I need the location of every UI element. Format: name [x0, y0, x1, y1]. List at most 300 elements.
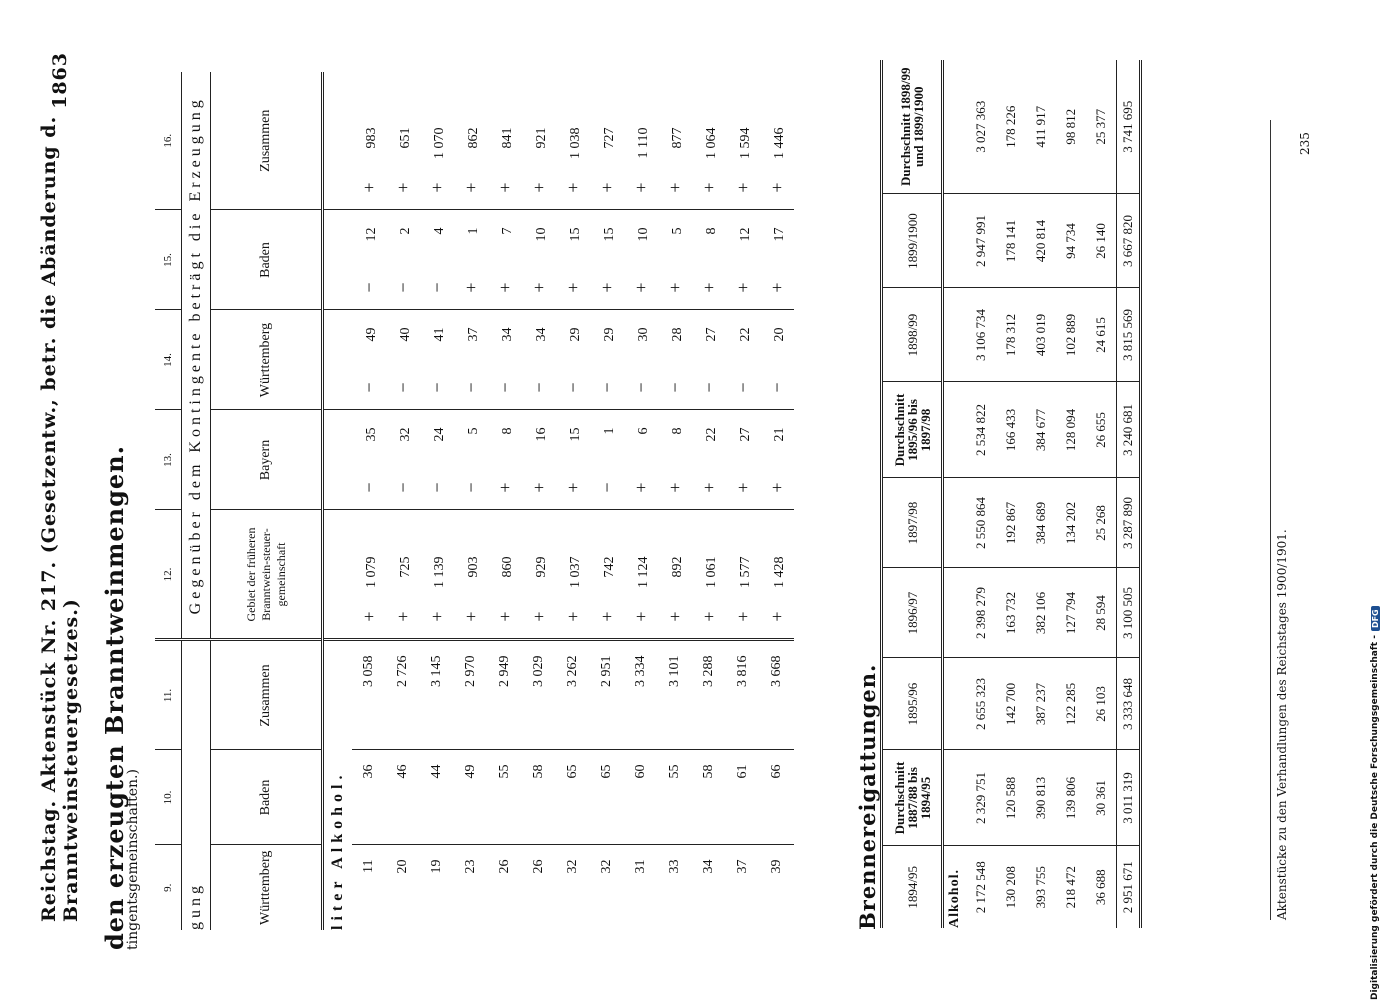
cell: 55	[658, 750, 692, 845]
table-row	[966, 60, 996, 928]
cell: 387 237	[1026, 658, 1056, 750]
cell: 26	[531, 859, 546, 874]
total-cell: 2 951 671	[1117, 846, 1141, 928]
col-number: 13.	[155, 410, 182, 510]
sign: +	[358, 611, 379, 622]
sign: +	[494, 182, 515, 193]
sign: −	[494, 382, 515, 393]
value: 2	[397, 227, 413, 235]
value: 41	[431, 327, 447, 342]
col-number: 11.	[155, 640, 182, 750]
value: 20	[771, 327, 787, 342]
cell: 120 588	[996, 750, 1026, 846]
value: 1 594	[737, 127, 753, 159]
value: 1 064	[703, 127, 719, 159]
cell: 122 285	[1056, 658, 1086, 750]
table-row	[420, 72, 454, 930]
sign: +	[562, 182, 583, 193]
cell: 33	[667, 859, 682, 874]
signed-cell	[726, 310, 760, 410]
production-table	[155, 72, 794, 930]
total-cell: 3 011 319	[1117, 750, 1141, 846]
cell: 26 103	[1086, 658, 1117, 750]
cell: 2 329 751	[966, 750, 996, 846]
signed-cell	[556, 310, 590, 410]
cell: 20	[395, 859, 410, 874]
cell: 3 288	[692, 640, 726, 750]
value: 5	[669, 227, 685, 235]
table-row	[996, 60, 1026, 928]
cell: 36	[352, 750, 386, 845]
sign: +	[426, 182, 447, 193]
column-header: Baden	[211, 750, 323, 845]
sign: +	[528, 182, 549, 193]
total-cell: 3 667 820	[1117, 194, 1141, 288]
sign: +	[664, 611, 685, 622]
table-row	[1026, 60, 1056, 928]
cell: 32	[565, 859, 580, 874]
sign: +	[494, 282, 515, 293]
value: 12	[363, 227, 379, 242]
cell: 142 700	[996, 658, 1026, 750]
value: 1 110	[635, 127, 651, 159]
cell: 128 094	[1056, 382, 1086, 478]
cell: 26 140	[1086, 194, 1117, 288]
sign: −	[630, 382, 651, 393]
value: 742	[601, 556, 617, 578]
sign: +	[596, 182, 617, 193]
total-cell: 3 815 569	[1117, 288, 1141, 382]
cell: 34	[701, 859, 716, 874]
table-row	[1056, 60, 1086, 928]
sign: −	[392, 282, 413, 293]
page-footer-number: 235	[1298, 132, 1312, 155]
col-number: 14.	[155, 310, 182, 410]
sign: +	[494, 611, 515, 622]
signed-cell	[590, 72, 624, 210]
signed-cell	[454, 72, 488, 210]
sign: +	[732, 482, 753, 493]
value: 21	[771, 427, 787, 442]
signed-cell	[590, 510, 624, 640]
signed-cell	[692, 310, 726, 410]
cell: 65	[556, 750, 590, 845]
signed-cell	[454, 510, 488, 640]
cell: 46	[386, 750, 420, 845]
table-row	[590, 72, 624, 930]
table2-header: Durchschnitt 1895/96 bis 1897/98	[882, 382, 943, 478]
column-header: Württemberg	[211, 845, 323, 930]
unit-label: liter Alkohol.	[329, 770, 346, 930]
sign: +	[426, 611, 447, 622]
cell: 130 208	[1003, 866, 1018, 909]
table2-unit-label: Alkohol.	[947, 869, 962, 928]
cell: 192 867	[996, 478, 1026, 568]
signed-cell	[386, 510, 420, 640]
cell: 3 334	[624, 640, 658, 750]
sign: +	[766, 282, 787, 293]
signed-cell	[420, 510, 454, 640]
sign: +	[698, 282, 719, 293]
table-row	[760, 72, 794, 930]
value: 1 446	[771, 127, 787, 159]
value: 727	[601, 127, 617, 149]
table2-title: Brennereigattungen.	[855, 663, 880, 930]
cell: 178 141	[996, 194, 1026, 288]
value: 1 070	[431, 127, 447, 159]
signed-cell	[488, 72, 522, 210]
value: 10	[533, 227, 549, 242]
signed-cell	[386, 210, 420, 310]
signed-cell	[624, 410, 658, 510]
value: 27	[737, 427, 753, 442]
value: 651	[397, 127, 413, 149]
totals-row	[1117, 60, 1141, 928]
value: 15	[601, 227, 617, 242]
sign: −	[460, 482, 481, 493]
cell: 403 019	[1026, 288, 1056, 382]
value: 841	[499, 127, 515, 149]
value: 22	[703, 427, 719, 442]
cell: 36 688	[1093, 869, 1108, 906]
col-number: 12.	[155, 510, 182, 640]
signed-cell	[658, 410, 692, 510]
value: 1	[465, 227, 481, 235]
production-rows	[352, 72, 794, 930]
cell: 2 172 548	[973, 861, 988, 914]
cell: 3 262	[556, 640, 590, 750]
cell: 166 433	[996, 382, 1026, 478]
cell: 127 794	[1056, 568, 1086, 658]
col-number: 16.	[155, 72, 182, 210]
sign: +	[596, 282, 617, 293]
table-row	[522, 72, 556, 930]
value: 6	[635, 427, 651, 435]
cell: 384 689	[1026, 478, 1056, 568]
cell: 2 550 864	[966, 478, 996, 568]
cell: 2 951	[590, 640, 624, 750]
table-row	[692, 72, 726, 930]
cell: 384 677	[1026, 382, 1056, 478]
cell: 24 615	[1086, 288, 1117, 382]
cell: 3 101	[658, 640, 692, 750]
table-row	[352, 72, 386, 930]
signed-cell	[522, 210, 556, 310]
cell: 393 755	[1033, 866, 1048, 909]
value: 1 061	[703, 556, 719, 588]
sign: +	[664, 482, 685, 493]
signed-cell	[760, 410, 794, 510]
sign: +	[358, 182, 379, 193]
sign: +	[562, 611, 583, 622]
value: 1 124	[635, 556, 651, 588]
cell: 3 027 363	[966, 60, 996, 194]
sign: −	[358, 382, 379, 393]
cell: 2 534 822	[966, 382, 996, 478]
value: 10	[635, 227, 651, 242]
value: 34	[533, 327, 549, 342]
signed-cell	[352, 72, 386, 210]
cell: 32	[599, 859, 614, 874]
sign: +	[392, 182, 413, 193]
signed-cell	[420, 72, 454, 210]
value: 22	[737, 327, 753, 342]
sign: −	[766, 382, 787, 393]
sign: +	[732, 611, 753, 622]
unit-row	[323, 72, 353, 930]
sign: +	[562, 482, 583, 493]
sign: +	[766, 611, 787, 622]
cell: 25 377	[1086, 60, 1117, 194]
sign: −	[392, 482, 413, 493]
value: 29	[601, 327, 617, 342]
cell: 28 594	[1086, 568, 1117, 658]
sign: −	[426, 382, 447, 393]
signed-cell	[522, 410, 556, 510]
sign: +	[630, 482, 651, 493]
signed-cell	[726, 210, 760, 310]
column-header: Zusammen	[211, 640, 323, 750]
signed-cell	[760, 510, 794, 640]
signed-cell	[556, 510, 590, 640]
cell: 2 655 323	[966, 658, 996, 750]
sign: +	[630, 611, 651, 622]
table-row	[1086, 60, 1117, 928]
column-header: Zusammen	[211, 72, 323, 210]
value: 35	[363, 427, 379, 442]
signed-cell	[488, 510, 522, 640]
table2-header: Durchschnitt 1887/88 bis 1894/95	[882, 750, 943, 846]
sign: +	[766, 182, 787, 193]
table-row	[488, 72, 522, 930]
signed-cell	[590, 210, 624, 310]
cell: 66	[760, 750, 794, 845]
signed-cell	[658, 510, 692, 640]
cell: 2 726	[386, 640, 420, 750]
signed-cell	[352, 510, 386, 640]
signed-cell	[454, 310, 488, 410]
table2-header: 1894/95	[882, 846, 943, 928]
cell: 39	[769, 859, 784, 874]
sign: +	[392, 611, 413, 622]
signed-cell	[454, 410, 488, 510]
value: 1	[601, 427, 617, 435]
sign: +	[630, 282, 651, 293]
cell: 420 814	[1026, 194, 1056, 288]
cell: 11	[361, 859, 376, 873]
signed-cell	[658, 72, 692, 210]
sign: +	[460, 282, 481, 293]
table2-header-row	[882, 60, 943, 928]
sign: +	[766, 482, 787, 493]
signed-cell	[760, 310, 794, 410]
cell: 25 268	[1086, 478, 1117, 568]
signed-cell	[352, 210, 386, 310]
cell: 134 202	[1056, 478, 1086, 568]
value: 921	[533, 127, 549, 149]
signed-cell	[352, 410, 386, 510]
cell: 26 655	[1086, 382, 1117, 478]
section-title: den erzeugten Branntweinmengen.	[100, 445, 129, 950]
cell: 178 312	[996, 288, 1026, 382]
sign: +	[460, 611, 481, 622]
cell: 163 732	[996, 568, 1026, 658]
value: 37	[465, 327, 481, 342]
cell: 98 812	[1056, 60, 1086, 194]
signed-cell	[658, 310, 692, 410]
sign: +	[528, 282, 549, 293]
cell: 37	[735, 859, 750, 874]
cell: 55	[488, 750, 522, 845]
signed-cell	[726, 410, 760, 510]
value: 15	[567, 227, 583, 242]
total-cell: 3 333 648	[1117, 658, 1141, 750]
signed-cell	[658, 210, 692, 310]
column-header: Gebiet der früheren Branntwein-steuer-gemeinschaft	[211, 510, 323, 640]
cell: 218 472	[1063, 866, 1078, 909]
cell: 26	[497, 859, 512, 874]
table2-header: 1898/99	[882, 288, 943, 382]
cell: 139 806	[1056, 750, 1086, 846]
total-cell: 3 287 890	[1117, 478, 1141, 568]
digitization-credit	[1368, 15, 1382, 1000]
value: 1 577	[737, 556, 753, 588]
signed-cell	[624, 310, 658, 410]
signed-cell	[624, 72, 658, 210]
signed-cell	[420, 410, 454, 510]
value: 40	[397, 327, 413, 342]
table2-header: 1895/96	[882, 658, 943, 750]
total-cell: 3 741 695	[1117, 60, 1141, 194]
cell: 2 949	[488, 640, 522, 750]
credit-text: Digitalisierung gefördert durch die Deutsche Forschungsgemeinschaft -	[1370, 635, 1380, 1000]
cell: 3 029	[522, 640, 556, 750]
table2-header: 1897/98	[882, 478, 943, 568]
table-row	[624, 72, 658, 930]
signed-cell	[522, 72, 556, 210]
signed-cell	[386, 310, 420, 410]
signed-cell	[726, 72, 760, 210]
running-header-text: Reichstag. Aktenstück Nr. 217. (Gesetzentw., betr. die Abänderung d. Branntweinsteuergesetzes.)	[38, 115, 82, 922]
sign: +	[562, 282, 583, 293]
sign: +	[698, 611, 719, 622]
cell: 411 917	[1026, 60, 1056, 194]
footnote: Aktenstücke zu den Verhandlungen des Reichstages 1900/1901.	[1270, 120, 1289, 920]
value: 1 139	[431, 556, 447, 588]
value: 27	[703, 327, 719, 342]
signed-cell	[692, 510, 726, 640]
value: 8	[499, 427, 515, 435]
sign: +	[494, 482, 515, 493]
value: 1 079	[363, 556, 379, 588]
sign: +	[460, 182, 481, 193]
cell: 19	[429, 859, 444, 874]
signed-cell	[522, 510, 556, 640]
banner-right: Gegenüber dem Kontingente beträgt die Erzeugung	[182, 72, 211, 640]
cell: 102 889	[1056, 288, 1086, 382]
sign: −	[596, 382, 617, 393]
value: 24	[431, 427, 447, 442]
cell: 58	[522, 750, 556, 845]
sign: −	[460, 382, 481, 393]
sign: +	[664, 282, 685, 293]
cell: 3 145	[420, 640, 454, 750]
signed-cell	[624, 210, 658, 310]
banner-left: gung	[182, 640, 211, 930]
value: 7	[499, 227, 515, 235]
value: 862	[465, 127, 481, 149]
cell: 3 106 734	[966, 288, 996, 382]
value: 929	[533, 556, 549, 578]
column-header: Bayern	[211, 410, 323, 510]
signed-cell	[692, 210, 726, 310]
cell: 2 398 279	[966, 568, 996, 658]
value: 725	[397, 556, 413, 578]
section-subtitle: tingentsgemeinschaften.)	[125, 769, 141, 950]
value: 12	[737, 227, 753, 242]
table-row	[386, 72, 420, 930]
sign: +	[528, 611, 549, 622]
sign: −	[426, 482, 447, 493]
total-cell: 3 100 505	[1117, 568, 1141, 658]
sign: +	[528, 482, 549, 493]
sign: +	[732, 182, 753, 193]
cell: 390 813	[1026, 750, 1056, 846]
table2-header: 1899/1900	[882, 194, 943, 288]
sign: −	[596, 482, 617, 493]
sign: −	[528, 382, 549, 393]
total-cell: 3 240 681	[1117, 382, 1141, 478]
value: 28	[669, 327, 685, 342]
signed-cell	[556, 72, 590, 210]
signed-cell	[760, 72, 794, 210]
cell: 58	[692, 750, 726, 845]
cell: 178 226	[996, 60, 1026, 194]
signed-cell	[590, 410, 624, 510]
signed-cell	[420, 210, 454, 310]
signed-cell	[692, 72, 726, 210]
signed-cell	[488, 410, 522, 510]
value: 16	[533, 427, 549, 442]
signed-cell	[556, 410, 590, 510]
signed-cell	[386, 72, 420, 210]
value: 8	[703, 227, 719, 235]
header-page-number: 1863	[49, 52, 71, 109]
value: 5	[465, 427, 481, 435]
signed-cell	[386, 410, 420, 510]
cell: 31	[633, 859, 648, 874]
cell: 94 734	[1056, 194, 1086, 288]
banner-row	[182, 72, 211, 930]
col-number: 10.	[155, 750, 182, 845]
value: 29	[567, 327, 583, 342]
cell: 2 970	[454, 640, 488, 750]
table-row	[658, 72, 692, 930]
cell: 44	[420, 750, 454, 845]
value: 892	[669, 556, 685, 578]
col-number: 15.	[155, 210, 182, 310]
value: 1 038	[567, 127, 583, 159]
sign: −	[562, 382, 583, 393]
table-row	[726, 72, 760, 930]
table2-unit-row	[943, 60, 967, 928]
signed-cell	[454, 210, 488, 310]
table2-header: Durchschnitt 1898/99 und 1899/1900	[882, 60, 943, 194]
value: 4	[431, 227, 447, 235]
table-row	[556, 72, 590, 930]
cell: 3 058	[352, 640, 386, 750]
column-header-row	[211, 72, 323, 930]
